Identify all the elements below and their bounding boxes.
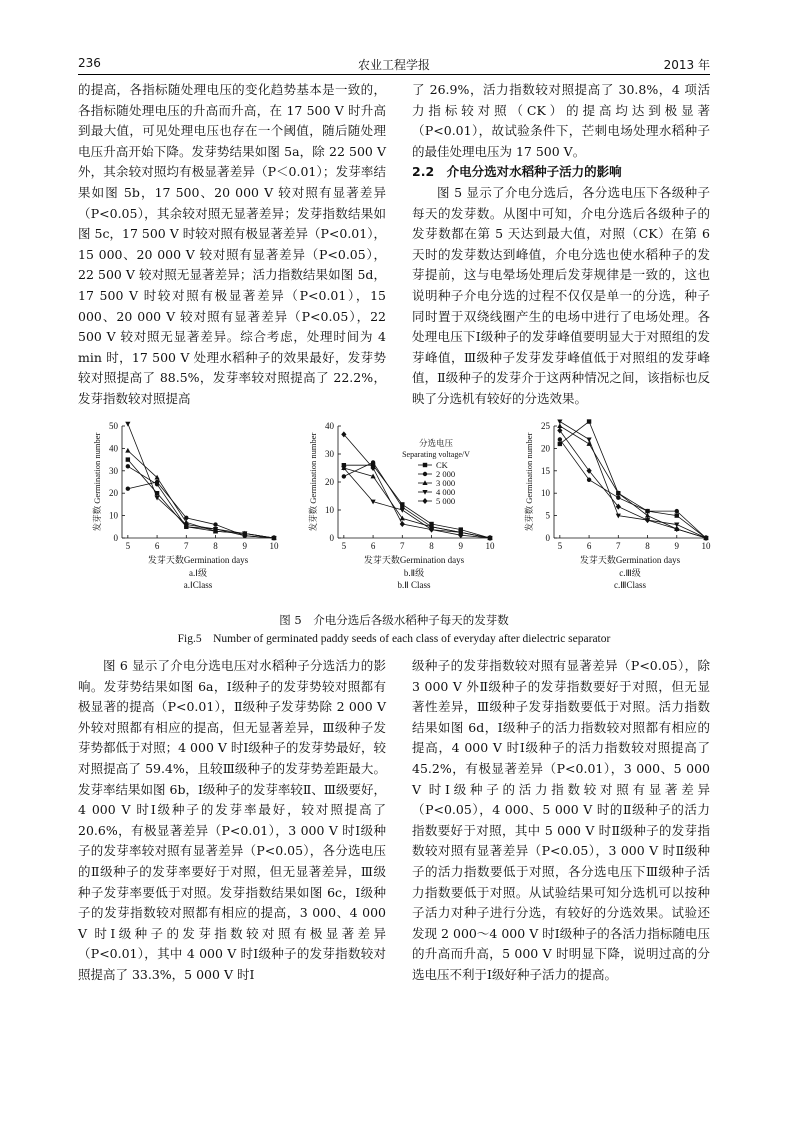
y-axis-label: 发芽数 Germination number [92,432,102,532]
x-tick-label: 7 [616,541,621,551]
paragraph: 的提高，各指标随处理电压的变化趋势基本是一致的，各指标随处理电压的升高而升高，在 17 500 V 时升高到最大值，可见处理电压也存在一个阈值，随后随处理电压升高开始下降。发芽势结果如图 5a，除 22 500 V 外，其余较对照均有极显著差异（P＜0.01）；发芽率结果如图 5b，17 500、20 000 V 较对照有显著差异（P<0.05），其余较对照无显著差异；发芽指数结果如图 5c，17 500 V 时较对照有极显著差异（P<0.01），15 000、20 000 V 较对照有显著差异（P<0.05），22 500 V 较对照无显著差异；活力指数结果如图 5d，17 500 V 时较对照有极显著差异（P<0.01），15 000、20 000 V 较对照有显著差异（P<0.05），22 500 V 较对照无显著差异。综合考虑，处理时间为 4 min 时，17 500 V 处理水稻种子的效果最好，发芽势较对照提高了 88.5%，发芽率较对照提高了 22.2%，发芽指数较对照提高 [78,82,386,406]
x-tick-label: 8 [645,541,650,551]
data-point [400,508,405,513]
x-tick-label: 5 [125,541,131,551]
x-tick-label: 7 [184,541,189,551]
running-header [78,56,710,74]
y-tick-label: 20 [541,443,550,454]
y-tick-label: 10 [541,488,550,499]
paragraph: 级种子的发芽指数较对照有显著差异（P<0.05），除 3 000 V 外Ⅱ级种子的发芽指数要好于对照，但无显著性差异，Ⅲ级种子发芽指数要低于对照。活力指数结果如图 6d，Ⅰ级种子的活力指数较对照都有相应的提高，4 000 V 时Ⅰ级种子的活力指数较对照提高了 45.2%，有极显著差异（P<0.01），3 000、5 000 V 时Ⅰ级种子的活力指数较对照有显著差异（P<0.05），4 000、5 000 V 时的Ⅱ级种子的活力指数要好于对照，其中 5 000 V 时Ⅱ级种子的发芽指数较对照有显著差异（P<0.05），3 000 V 时Ⅱ级种子的活力指数要低于对照，各分选电压下Ⅲ级种子活力指数要低于对照。从试验结果可知分选机可以按种子活力对种子进行分选，有较好的分选效果。试验还发现 2 000～4 000 V 时Ⅰ级种子的各活力指标随电压的升高而升高，5 000 V 时明显下降，说明过高的分选电压不利于Ⅰ级好种子活力的提高。 [412,658,710,982]
y-axis-label: 发芽数 Germination number [524,432,534,532]
figure-5 [78,420,710,600]
legend-title-cn: 分选电压 [418,438,454,448]
y-tick-label: 30 [325,449,334,459]
data-point [125,422,130,427]
data-point [586,437,591,442]
data-point [674,526,679,532]
left-column-top [78,80,386,410]
x-axis-label: 发芽天数Germination days [579,555,681,565]
data-point [400,521,405,527]
page-number: 236 [78,56,101,70]
series-line [128,466,274,538]
figure-caption-cn: 图 5 介电分选后各级水稻种子每天的发芽数 [279,613,509,627]
x-tick-label: 10 [701,541,711,551]
y-axis-label: 发芽数 Germination number [308,432,318,532]
paragraph: 图 5 显示了介电分选后，各分选电压下各级种子每天的发芽数。从图中可知，介电分选后各级种子的发芽数都在第 5 天达到最大值，对照（CK）在第 6 天时的发芽数达到峰值，介电分选也使水稻种子的发芽提前，这与电晕场处理后发芽规律是一致的，这也说明种子介电分选的过程不仅仅是单一的分选，种子同时置于双绕线圈产生的电场中进行了电场处理。各处理电压下Ⅰ级种子的发芽峰值要明显大于对照组的发芽峰值，Ⅲ级种子发芽发芽峰值低于对照组的发芽峰值，Ⅱ级种子的发芽介于这两种情况之间，该指标也反映了分选机有较好的分选效果。 [412,184,710,406]
y-tick-label: 0 [329,533,334,543]
data-point [126,487,130,491]
data-point [557,420,562,425]
legend-marker [423,472,427,476]
data-point [645,509,649,513]
data-point [645,513,650,518]
legend-entry: 4 000 [436,487,456,497]
legend-marker [422,498,427,504]
series-line [128,451,274,538]
x-tick-label: 8 [429,541,434,551]
data-point [125,448,130,453]
data-point [587,419,591,423]
x-tick-label: 5 [557,541,563,551]
x-tick-label: 9 [458,541,464,551]
subfigure-label-en: b.Ⅱ Class [397,580,431,590]
legend-entry: 2 000 [436,469,456,479]
x-tick-label: 6 [370,541,376,551]
legend-entry: 3 000 [436,478,456,488]
data-point [213,522,217,526]
legend-title-en: Separating voltage/V [402,450,470,459]
x-tick-label: 9 [674,541,680,551]
legend-entry: 5 000 [436,496,456,506]
series-line [128,460,274,538]
y-tick-label: 30 [109,465,118,476]
series-line [560,439,706,538]
series-line [344,468,490,538]
y-tick-label: 15 [541,465,550,476]
series-line [344,468,490,538]
data-point [587,478,591,482]
y-tick-label: 0 [113,533,118,543]
legend-marker [423,463,427,467]
x-tick-label: 8 [213,541,218,551]
y-tick-label: 5 [545,510,550,521]
x-tick-label: 6 [154,541,160,551]
y-tick-label: 25 [541,421,550,431]
right-column-bottom [412,656,710,986]
data-point [558,437,562,441]
subfigure-label-en: c.ⅢClass [614,580,646,590]
section-heading: 2.2 介电分选对水稻种子活力的影响 [412,164,622,180]
x-axis-label: 发芽天数Germination days [147,555,249,565]
publication-year: 2013 年 [663,58,710,72]
series-line [560,430,706,538]
data-point [126,464,130,468]
subfigure-label-cn: a.Ⅰ级 [189,568,207,578]
y-tick-label: 40 [109,443,118,454]
chart-class-2 [294,420,504,600]
data-point [558,442,562,446]
y-tick-label: 10 [325,505,334,515]
subfigure-label-cn: c.Ⅲ级 [619,568,641,578]
subfigure-label-en: a.ⅠClass [183,580,213,590]
x-tick-label: 6 [586,541,592,551]
journal-name: 农业工程学报 [357,58,430,72]
x-tick-label: 9 [242,541,248,551]
series-line [128,482,274,538]
data-point [645,517,650,523]
x-tick-label: 10 [485,541,495,551]
header-rule [78,74,710,75]
legend-entry: CK [436,460,448,470]
data-point [126,457,130,461]
data-point [155,482,159,486]
left-column-bottom [78,656,386,986]
x-axis-label: 发芽天数Germination days [363,555,465,565]
y-tick-label: 50 [109,421,118,431]
data-point [342,474,346,478]
y-tick-label: 20 [325,477,334,487]
data-point [675,513,679,517]
y-tick-label: 20 [109,488,118,499]
right-column-top [412,80,710,410]
figure-caption-en: Fig.5 Number of germinated paddy seeds of each class of everyday after dielectric separator [177,633,611,645]
paragraph: 图 6 显示了介电分选电压对水稻种子分选活力的影响。发芽势结果如图 6a，Ⅰ级种子的发芽势较对照都有极显著的提高（P<0.01），Ⅱ级种子发芽势除 2 000 V 外较对照都有相应的提高，但无显著差异，Ⅲ级种子发芽势都低于对照；4 000 V 时Ⅰ级种子的发芽势最好，较对照提高了 59.4%，且较Ⅲ级种子的发芽势差距最大。发芽率结果如图 6b，Ⅰ级种子的发芽率较Ⅱ、Ⅲ级要好，4 000 V 时Ⅰ级种子的发芽率最好，较对照提高了 20.6%，有极显著差异（P<0.01），3 000 V 时Ⅰ级种子的发芽率较对照有显著差异（P<0.05），各分选电压的Ⅱ级种子的发芽率要好于对照，但无显著差异，Ⅲ级种子发芽率要低于对照。发芽指数结果如图 6c，Ⅰ级种子的发芽指数较对照都有相应的提高，3 000、4 000 V 时Ⅰ级种子的发芽指数较对照有极显著差异（P<0.01），其中 4 000 V 时Ⅰ级种子的发芽指数较对照提高了 33.3%，5 000 V 时Ⅰ [78,658,386,982]
y-tick-label: 40 [325,421,334,431]
y-tick-label: 0 [545,533,550,543]
x-tick-label: 7 [400,541,405,551]
data-point [616,495,620,499]
x-tick-label: 10 [269,541,279,551]
paragraph: 了 26.9%，活力指数较对照提高了 30.8%，4 项活力指标较对照（CK）的提高均达到极显著（P<0.01），故试验条件下，芒刺电场处理水稻种子的最佳处理电压为 17 500 V。 [412,82,710,159]
chart-class-1 [78,420,288,600]
data-point [675,509,679,513]
x-tick-label: 5 [341,541,347,551]
y-tick-label: 10 [109,510,118,521]
chart-class-3 [510,420,720,600]
data-point [371,460,375,464]
subfigure-label-cn: b.Ⅱ级 [403,568,425,578]
